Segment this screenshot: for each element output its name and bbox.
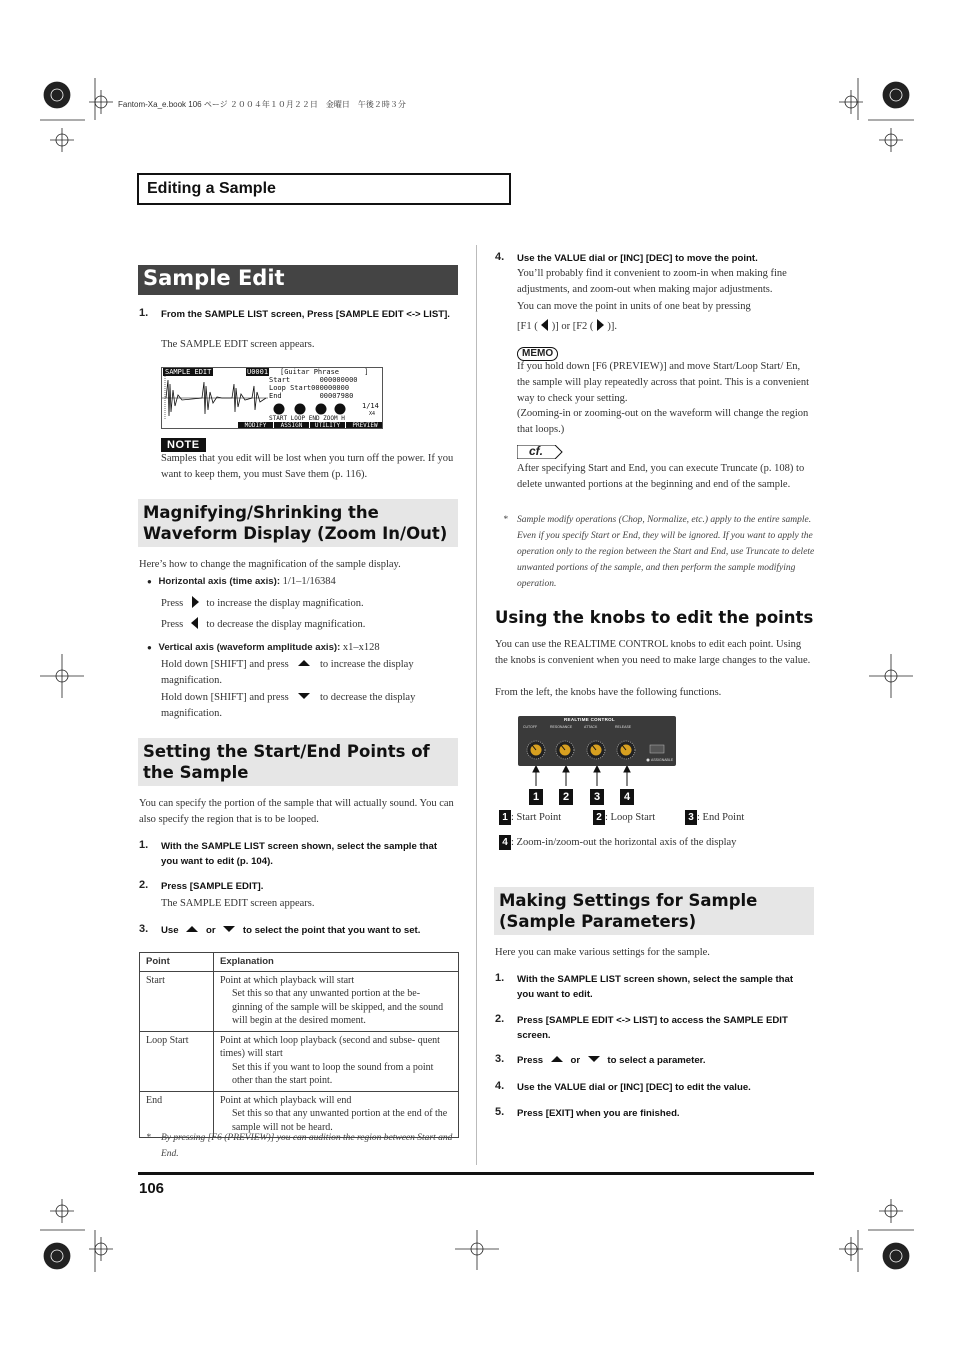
vertical-axis-value: x1–x128 [342, 642, 380, 653]
footnote: By pressing [F6 (PREVIEW)] you can audition the region between Start and End. [161, 1133, 453, 1159]
step-number: 2. [139, 879, 149, 891]
step-text: Press [SAMPLE EDIT <-> LIST] to access the SAMPLE EDIT screen. [517, 1015, 788, 1041]
lcd-screen [161, 367, 383, 429]
shift-up-line: Hold down [SHIFT] and press to increase the display magnification. [161, 659, 414, 686]
step-number: 1. [139, 307, 149, 319]
lcd-zoom-h: 1/14 [362, 402, 379, 410]
step-text: Press [EXIT] when you are finished. [517, 1108, 680, 1119]
table-header: Point [140, 953, 214, 972]
step-text-select-param: Press or to select a parameter. [517, 1055, 706, 1066]
section-title-sample-params: Making Settings for Sample (Sample Parameters) [494, 887, 814, 935]
press-right-line: Press to increase the display magnification. [161, 598, 364, 609]
legend-loop-start: 2 : Loop Start [593, 810, 655, 826]
lcd-knobs [270, 402, 370, 416]
panel-label: RELEASE [615, 725, 632, 729]
vertical-axis-label: Vertical axis (waveform amplitude axis): [158, 642, 341, 653]
step-number: 1. [139, 839, 149, 851]
lcd-row-loop: Loop Start000000000 [269, 384, 350, 392]
step4-para2: You can move the point in units of one beat by pressing [517, 301, 751, 312]
step-text: From the SAMPLE LIST screen, Press [SAMPLE EDIT <-> LIST]. [161, 309, 450, 320]
panel-title: REALTIME CONTROL [564, 717, 615, 722]
cursor-up-icon [297, 658, 311, 668]
step-number: 4. [495, 251, 505, 263]
chapter-title-box [137, 173, 511, 205]
footer-rule [138, 1172, 814, 1175]
table-header: Explanation [214, 953, 459, 972]
step-text: With the SAMPLE LIST screen shown, select the sample that you want to edit. [517, 974, 794, 1000]
page-number: 106 [139, 1180, 165, 1197]
knobs-para1: You can use the REALTIME CONTROL knobs to edit each point. Using the knobs is convenient when you need to make large changes to the value. [495, 639, 811, 666]
lcd-tab[interactable]: ASSIGN [274, 422, 310, 429]
knobs-title: Using the knobs to edit the points [495, 608, 814, 627]
knob-number-badge: 2 [559, 789, 573, 805]
table-row: Start Point at which playback will start Set this so that any unwanted portion at the be- ginning of the sample will be skipped, and the sound will begin at the desired moment. [140, 971, 459, 1031]
lcd-name: [Guitar Phrase ] [280, 368, 369, 376]
lcd-knob-labels: START LOOP END ZOOM H [269, 415, 345, 422]
cursor-right-icon [190, 596, 200, 608]
shift-down-line: Hold down [SHIFT] and press to decrease the display magnification. [161, 692, 416, 719]
cursor-up-icon [550, 1054, 564, 1064]
step-number: 1. [495, 972, 505, 984]
step-text-select-point: Use or to select the point that you want to set. [161, 925, 421, 936]
step-number: 3. [139, 923, 149, 935]
asterisk-note: Sample modify operations (Chop, Normalize, etc.) apply to the entire sample. Even if you specify Start or End, they will be ignored. If you want to apply the operation only to the region between the Start and End, use Truncate to delete unwanted portions of the sample, and then perform the sample modifying operation. [517, 515, 815, 589]
params-intro: Here you can make various settings for the sample. [495, 947, 710, 958]
point-table [139, 952, 459, 1138]
step4-para3: [F1 ( )] or [F2 ( )]. [517, 321, 618, 332]
asterisk: * [503, 515, 508, 525]
footnote-asterisk: * [146, 1133, 151, 1143]
section-title-sample-edit: Sample Edit [138, 265, 458, 295]
lcd-zoom-v: X4 [369, 411, 376, 417]
step-number: 5. [495, 1106, 505, 1118]
step-text: With the SAMPLE LIST screen shown, select the sample that you want to edit (p. 104). [161, 841, 438, 867]
panel-label: RESONANCE [550, 725, 573, 729]
lcd-tab[interactable]: PREVIEW [352, 422, 378, 429]
note-text: Samples that you edit will be lost when you turn off the power. If you want to keep them, you must Save them (p. 116). [161, 453, 454, 480]
start-end-intro: You can specify the portion of the sample that will actually sound. You can also specify the region that is to be looped. [139, 798, 454, 825]
cursor-down-icon [222, 924, 236, 934]
cursor-right-icon [595, 319, 605, 331]
press-left-line: Press to decrease the display magnification. [161, 619, 366, 630]
realtime-control-panel [518, 716, 676, 766]
legend-end-point: 3 : End Point [685, 810, 744, 826]
memo-text: If you hold down [F6 (PREVIEW)] and move Start/Loop Start/ En, the sample will play repeatedly across that point. This is a convenient way to check your setting. [517, 361, 809, 404]
step-text: Press [SAMPLE EDIT]. [161, 881, 264, 892]
note-label: NOTE [161, 435, 206, 453]
cursor-left-icon [190, 617, 200, 629]
step-result: The SAMPLE EDIT screen appears. [161, 898, 315, 909]
cursor-left-icon [540, 319, 550, 331]
header-meta: Fantom-Xa_e.book 106 ページ ２００４年１０月２２日 金曜日 午後２時３分 [118, 100, 406, 109]
panel-arrows [518, 766, 676, 788]
lcd-row-end: End 00007980 [269, 392, 354, 400]
bullet-vertical: ● Vertical axis (waveform amplitude axis): x1–x128 [147, 642, 380, 653]
memo-label: MEMO [517, 343, 558, 361]
step-number: 3. [495, 1053, 505, 1065]
cf-text: After specifying Start and End, you can execute Truncate (p. 108) to delete unwanted portions at the beginning and end of the sample. [517, 463, 805, 490]
lcd-tab[interactable]: MODIFY [238, 422, 274, 429]
section-title-zoom: Magnifying/Shrinking the Waveform Display (Zoom In/Out) [138, 499, 458, 547]
cf-label: cf. [517, 445, 563, 459]
lcd-number: U0001 [247, 368, 269, 376]
panel-label: CUTOFF [523, 725, 538, 729]
panel-assign-label: ASSIGNABLE [651, 758, 674, 762]
step-number: 2. [495, 1013, 505, 1025]
horizontal-axis-label: Horizontal axis (time axis): [158, 576, 281, 587]
cursor-up-icon [185, 924, 199, 934]
table-row: Loop Start Point at which loop playback (second and subse- quent times) will start Set this if you want to loop the sound from a point other than the start point. [140, 1031, 459, 1091]
section-title-start-end: Setting the Start/End Points of the Sample [138, 738, 458, 786]
column-divider [476, 245, 477, 1165]
bullet-horizontal: ● Horizontal axis (time axis): 1/1–1/16384 [147, 576, 336, 587]
memo-text-2: (Zooming-in or zooming-out on the waveform will change the region that loops.) [517, 408, 809, 435]
cursor-down-icon [587, 1054, 601, 1064]
zoom-intro: Here’s how to change the magnification of the sample display. [139, 559, 401, 570]
knobs-para2: From the left, the knobs have the following functions. [495, 687, 722, 698]
horizontal-axis-value: 1/1–1/16384 [282, 576, 336, 587]
knob-number-badge: 3 [590, 789, 604, 805]
chapter-title: Editing a Sample [147, 180, 276, 197]
step4-para1: You’ll probably find it convenient to zoom-in when making fine adjustments, and zoom-out when making major adjustments. [517, 268, 787, 295]
lcd-tab[interactable]: UTILITY [310, 422, 346, 429]
cursor-down-icon [297, 691, 311, 701]
knob-number-badge: 1 [529, 789, 543, 805]
step-number: 4. [495, 1080, 505, 1092]
lcd-tab-bar [238, 422, 383, 429]
panel-label: ATTACK [584, 725, 598, 729]
lcd-waveform [162, 376, 268, 420]
step-result: The SAMPLE EDIT screen appears. [161, 339, 315, 350]
lcd-row-start: Start 000000000 [269, 376, 358, 384]
step-text: Use the VALUE dial or [INC] [DEC] to move the point. [517, 253, 758, 264]
legend-zoom: 4 : Zoom-in/zoom-out the horizontal axis of the display [499, 835, 736, 851]
step-text: Use the VALUE dial or [INC] [DEC] to edit the value. [517, 1082, 751, 1093]
table-row: End Point at which playback will end Set this so that any unwanted portion at the end of the sample will not be heard. [140, 1091, 459, 1138]
legend-start-point: 1 : Start Point [499, 810, 561, 826]
lcd-title: SAMPLE EDIT [165, 368, 212, 376]
knob-number-badge: 4 [620, 789, 634, 805]
